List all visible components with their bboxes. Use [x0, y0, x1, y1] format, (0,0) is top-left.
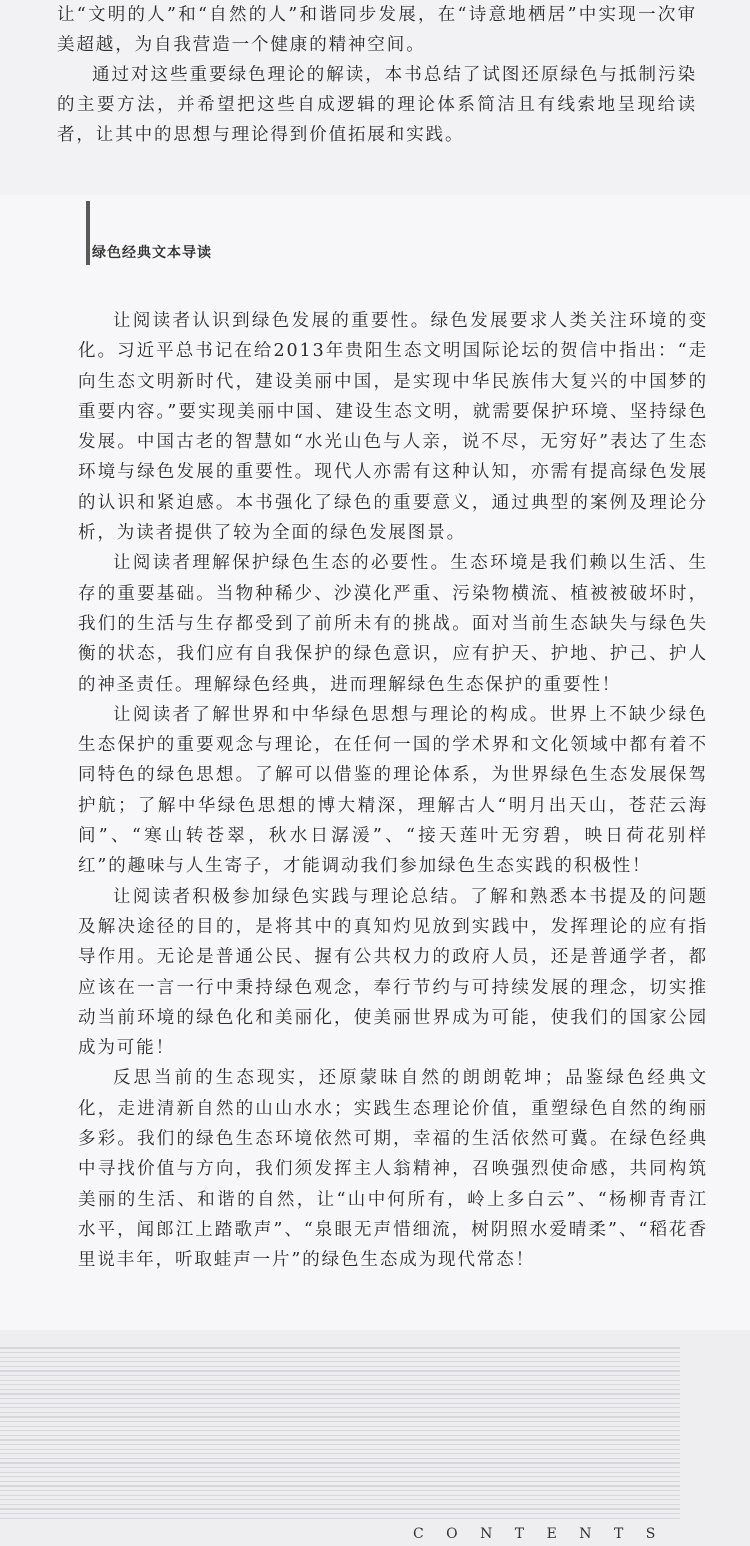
- body-paragraph-1: 让阅读者认识到绿色发展的重要性。绿色发展要求人类关注环境的变化。习近平总书记在给2013年贵阳生态文明国际论坛的贺信中指出：“走向生态文明新时代，建设美丽中国，是实现中华民族伟大复兴的中国梦的重要内容。”要实现美丽中国、建设生态文明，就需要保护环境、坚持绿色发展。中国古老的智慧如“水光山色与人亲，说不尽，无穷好”表达了生态环境与绿色发展的重要性。现代人亦需有这种认知，亦需有提高绿色发展的认识和紧迫感。本书强化了绿色的重要意义，通过典型的案例及理论分析，为读者提供了较为全面的绿色发展图景。: [78, 311, 708, 544]
- contents-page-fragment: [0, 1330, 750, 1546]
- contents-label: C O N T E N T S: [413, 1526, 665, 1542]
- decorative-rule-lines: [0, 1346, 680, 1542]
- previous-page-fragment: [0, 0, 750, 195]
- previous-paragraph-1: 让“文明的人”和“自然的人”和谐同步发展，在“诗意地栖居”中实现一次审美超越，为自我营造一个健康的精神空间。: [57, 5, 697, 55]
- main-page: [0, 195, 750, 1330]
- body-text: [78, 306, 708, 1276]
- section-accent-bar: [86, 201, 90, 265]
- body-paragraph-5: 反思当前的生态现实，还原蒙昧自然的朗朗乾坤；品鉴绿色经典文化，走进清新自然的山山水水；实践生态理论价值，重塑绿色自然的绚丽多彩。我们的绿色生态环境依然可期，幸福的生活依然可冀。在绿色经典中寻找价值与方向，我们须发挥主人翁精神，召唤强烈使命感，共同构筑美丽的生活、和谐的自然，让“山中何所有，岭上多白云”、“杨柳青青江水平，闻郎江上踏歌声”、“泉眼无声惜细流，树阴照水爱晴柔”、“稻花香里说丰年，听取蛙声一片”的绿色生态成为现代常态！: [78, 1068, 708, 1271]
- body-paragraph-2: 让阅读者理解保护绿色生态的必要性。生态环境是我们赖以生活、生存的重要基础。当物种稀少、沙漠化严重、污染物横流、植被被破坏时，我们的生活与生存都受到了前所未有的挑战。面对当前生态缺失与绿色失衡的状态，我们应有自我保护的绿色意识，应有护天、护地、护己、护人的神圣责任。理解绿色经典，进而理解绿色生态保护的重要性！: [78, 553, 708, 695]
- section-title: 绿色经典文本导读: [92, 245, 212, 261]
- body-paragraph-4: 让阅读者积极参加绿色实践与理论总结。了解和熟悉本书提及的问题及解决途径的目的，是将其中的真知灼见放到实践中，发挥理论的应有指导作用。无论是普通公民、握有公共权力的政府人员，还是普通学者，都应该在一言一行中秉持绿色观念，奉行节约与可持续发展的理念，切实推动当前环境的绿色化和美丽化，使美丽世界成为可能，使我们的国家公园成为可能！: [78, 886, 708, 1059]
- body-paragraph-3: 让阅读者了解世界和中华绿色思想与理论的构成。世界上不缺少绿色生态保护的重要观念与理论，在任何一国的学术界和文化领域中都有着不同特色的绿色思想。了解可以借鉴的理论体系，为世界绿色生态发展保驾护航；了解中华绿色思想的博大精深，理解古人“明月出天山，苍茫云海间”、“寒山转苍翠，秋水日潺湲”、“接天莲叶无穷碧，映日荷花别样红”的趣味与人生寄子，才能调动我们参加绿色生态实践的积极性！: [78, 704, 708, 877]
- previous-page-text: [57, 0, 697, 150]
- previous-paragraph-2: 通过对这些重要绿色理论的解读，本书总结了试图还原绿色与抵制污染的主要方法，并希望把这些自成逻辑的理论体系简洁且有线索地呈现给读者，让其中的思想与理论得到价值拓展和实践。: [57, 65, 697, 145]
